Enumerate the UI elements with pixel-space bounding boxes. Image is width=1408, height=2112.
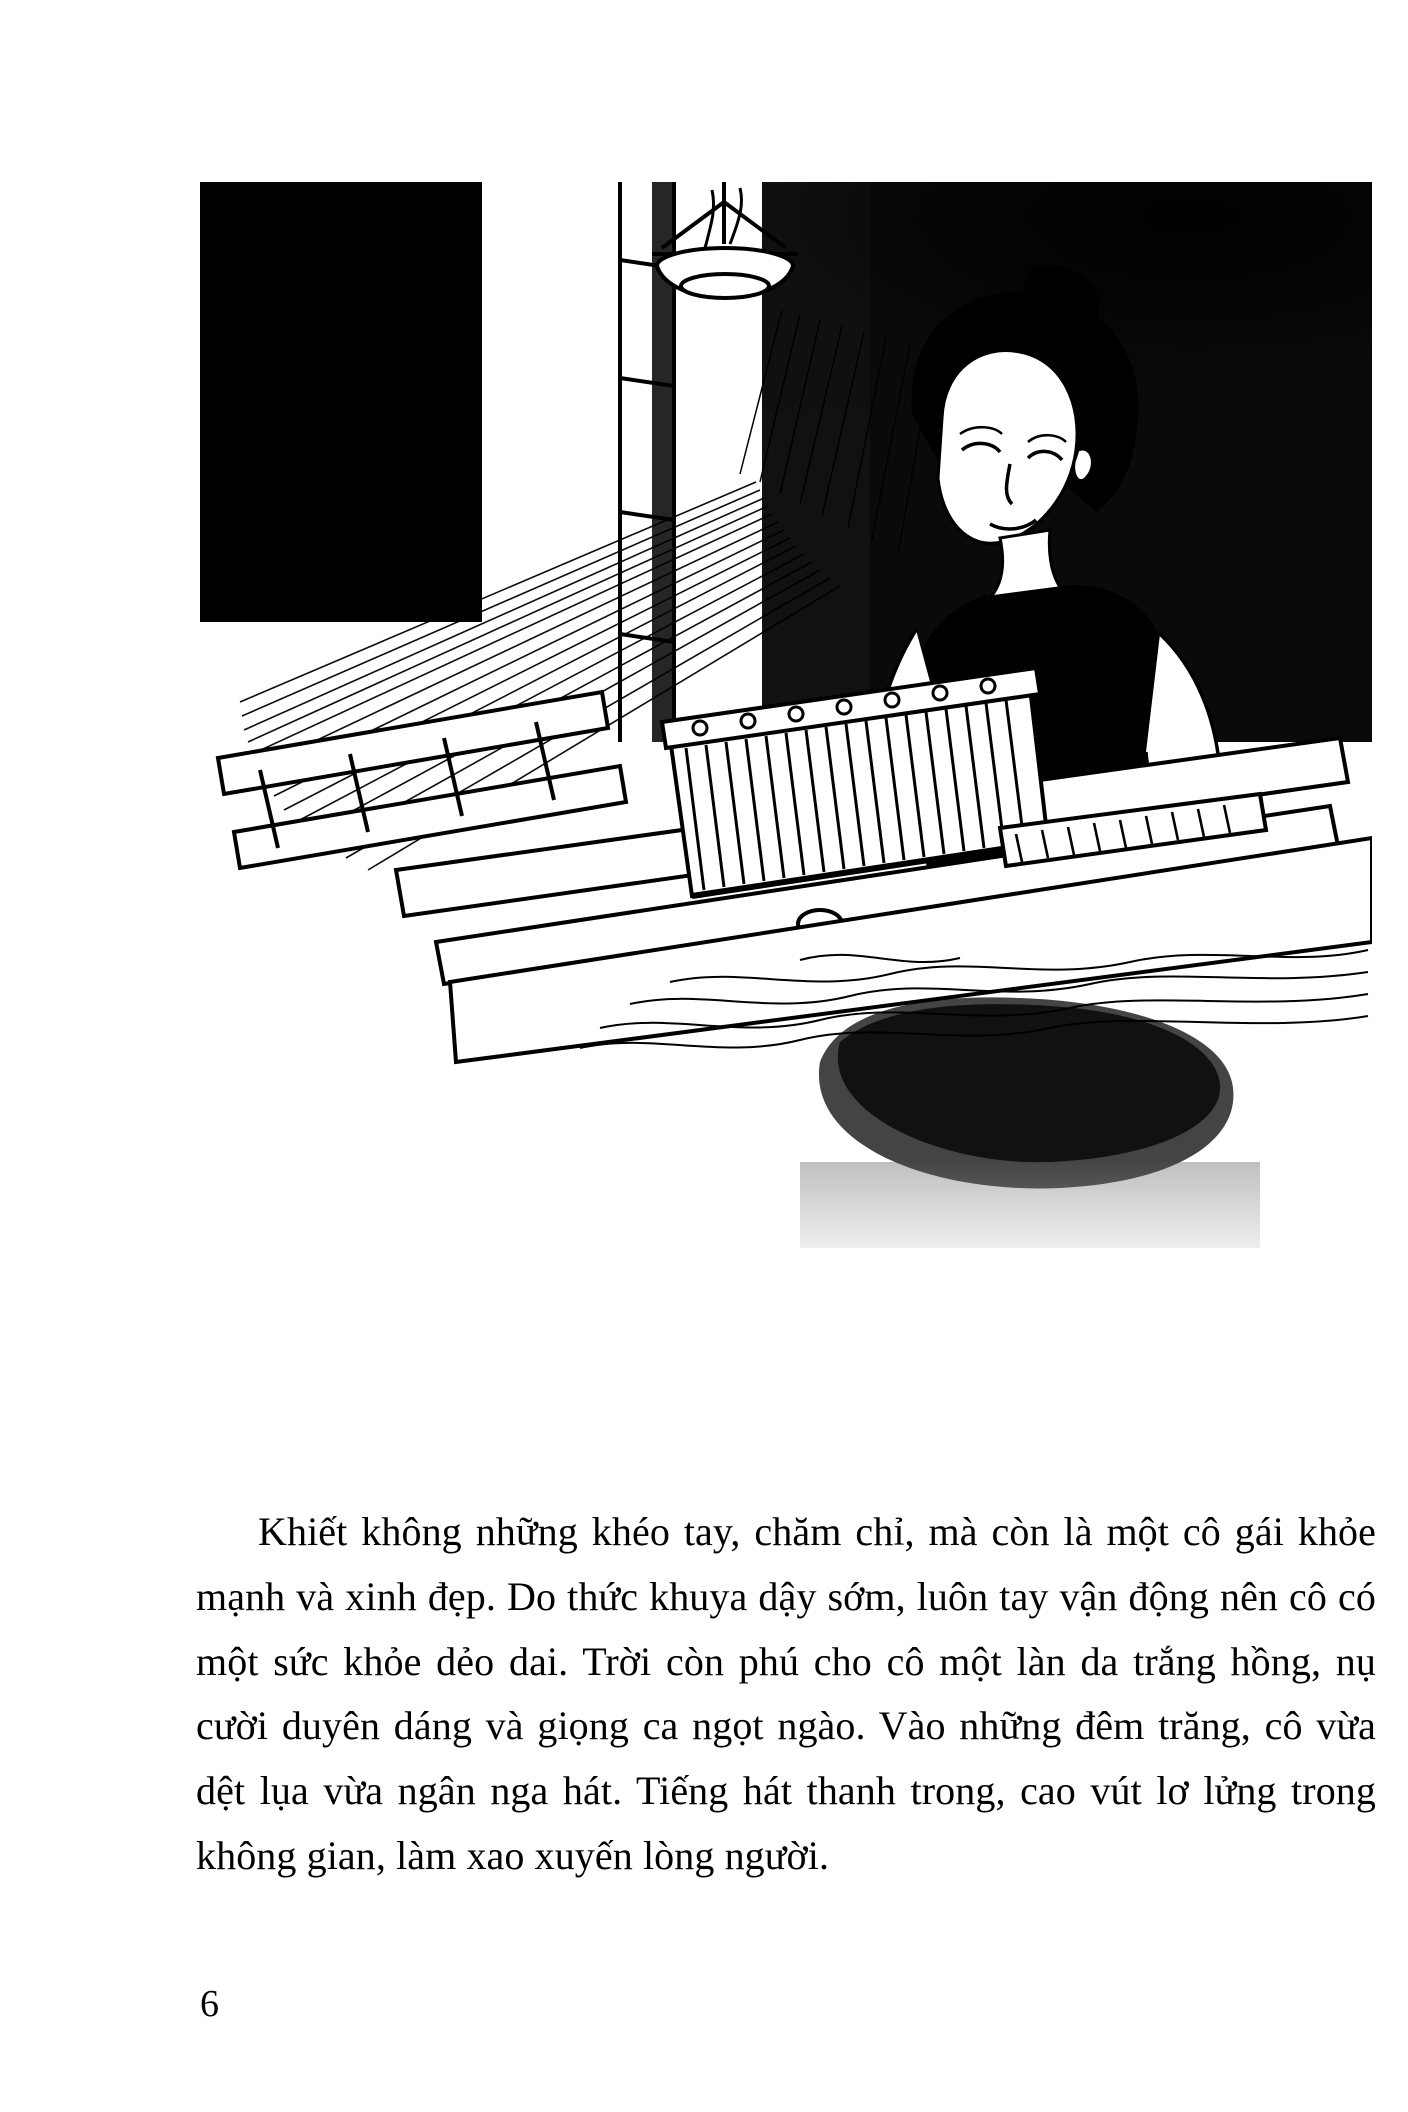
page-number: 6 <box>200 1983 219 2025</box>
body-text-block <box>196 1500 1376 1889</box>
woman-weaving-silk-at-loom-illustration <box>200 182 1372 1332</box>
paragraph-1: Khiết không những khéo tay, chăm chỉ, mà còn là một cô gái khỏe mạnh và xinh đẹp. Do thức khuya dậy sớm, luôn tay vận động nên cô có một sức khỏe dẻo dai. Trời còn phú cho cô một làn da trắng hồng, nụ cười duyên dáng và giọng ca ngọt ngào. Vào những đêm trăng, cô vừa dệt lụa vừa ngân nga hát. Tiếng hát thanh trong, cao vút lơ lửng trong không gian, làm xao xuyến lòng người. <box>196 1509 1376 1878</box>
illustration-artwork <box>200 182 1372 1332</box>
